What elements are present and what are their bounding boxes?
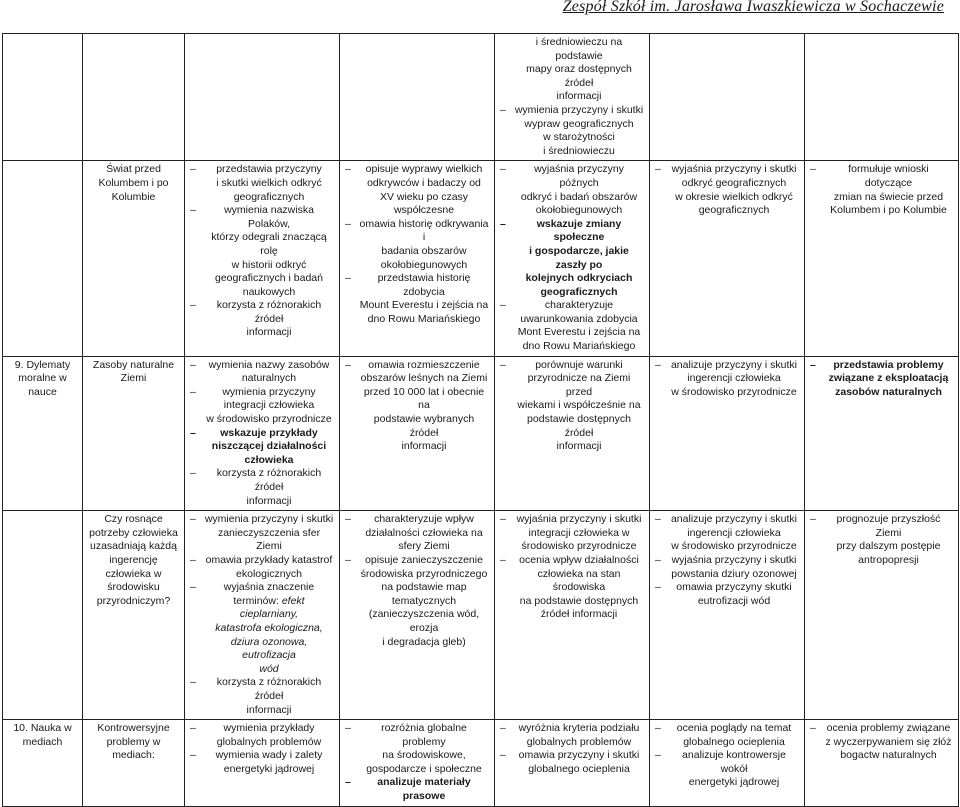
requirement-list — [190, 513, 334, 717]
requirement-line: na środowiskowe, — [382, 749, 466, 762]
requirements-level-5-cell — [650, 34, 805, 161]
requirement-line: którzy odegrali znaczącą rolę — [211, 231, 327, 257]
requirement-line: uwarunkowania zdobycia — [520, 312, 638, 325]
requirement-line: – wskazuje przykłady — [190, 427, 334, 441]
requirement-line: terminów: efekt cieplarniany, — [233, 594, 305, 621]
requirement-line: wiekami i współcześnie na — [517, 399, 641, 412]
requirement-line: – formułuje wnioski dotyczące — [810, 163, 953, 190]
requirements-level-6-cell — [805, 511, 959, 720]
requirements-level-3-cell — [340, 161, 495, 356]
requirement-line: – przedstawia problemy — [810, 359, 953, 373]
requirement-line: kolejnych odkryciach — [525, 272, 633, 285]
requirement-line: ingerencji człowieka — [687, 526, 781, 539]
requirements-level-3-cell — [340, 356, 495, 511]
table-row — [3, 720, 959, 807]
table-row — [3, 356, 959, 511]
requirement-line: – omawia przyczyny skutki — [655, 581, 799, 595]
requirement-line: zanieczyszczenia sfer Ziemi — [217, 526, 321, 553]
requirement-line: – wymienia przyczyny i skutki — [500, 104, 644, 118]
requirement-line: – ocenia wpływ działalności — [500, 554, 644, 568]
requirements-level-4-cell — [495, 720, 650, 807]
topic-cell — [83, 161, 185, 356]
lesson-number-cell — [3, 161, 83, 356]
requirement-line: – omawia historię odkrywania i — [345, 218, 489, 245]
requirement-line: mapy oraz dostępnych źródeł — [526, 63, 632, 89]
requirement-line: i średniowieczu na podstawie — [535, 36, 623, 62]
requirement-list — [345, 722, 489, 804]
requirement-list — [500, 163, 644, 353]
requirement-line: z wyczerpywaniem się złóż — [825, 735, 952, 748]
requirement-line: badania obszarów — [381, 244, 467, 257]
requirements-level-5-cell — [650, 161, 805, 356]
requirement-line: wód — [259, 662, 279, 675]
requirement-line: zasobów naturalnych — [835, 385, 942, 398]
requirement-line: w starożytności — [543, 131, 615, 144]
requirement-list — [500, 36, 644, 158]
requirement-line: – charakteryzuje wpływ — [345, 513, 489, 527]
requirement-list — [500, 513, 644, 622]
requirement-line: ekologicznych — [236, 567, 302, 580]
requirement-line: – przedstawia przyczyny — [190, 163, 334, 177]
requirement-line: dno Rowu Mariańskiego — [522, 340, 636, 353]
table-row — [3, 34, 959, 161]
requirement-line: – opisuje wyprawy wielkich — [345, 163, 489, 177]
requirement-line: przed 10 000 lat i obecnie na — [363, 385, 485, 412]
requirement-line: globalnego ocieplenia — [528, 762, 630, 775]
requirement-line: w środowisko przyrodnicze — [206, 413, 332, 426]
requirement-line: globalnych problemów — [526, 735, 632, 748]
requirement-line: związane z eksploatacją — [828, 372, 949, 385]
requirement-line: energetyki jądrowej — [223, 762, 315, 775]
requirement-line: – wyjaśnia przyczyny późnych — [500, 163, 644, 190]
requirement-line: – przedstawia historię zdobycia — [345, 272, 489, 299]
requirement-line: energetyki jądrowej — [688, 776, 780, 789]
requirement-line: przy dalszym postępie — [836, 540, 941, 553]
requirement-line: informacji — [556, 90, 602, 103]
requirement-line: i średniowieczu — [543, 144, 615, 157]
requirement-line: okołobiegunowych — [535, 204, 623, 217]
requirement-line: – charakteryzuje — [500, 299, 644, 313]
requirement-line: – wymienia przyczyny i skutki — [190, 513, 334, 527]
requirement-list — [655, 722, 799, 790]
requirement-line: naukowych — [242, 285, 296, 298]
requirements-level-4-cell — [495, 356, 650, 511]
requirement-line: Kolumbem i po Kolumbie — [830, 204, 947, 217]
requirements-level-4-cell — [495, 34, 650, 161]
topic-cell — [83, 356, 185, 511]
requirement-line: – analizuje przyczyny i skutki — [655, 359, 799, 373]
requirement-line: sfery Ziemi — [398, 540, 450, 553]
requirements-level-2-cell — [185, 511, 340, 720]
lesson-number-cell — [3, 356, 83, 511]
requirement-line: – wymienia przyczyny — [190, 386, 334, 400]
requirement-line: – wyjaśnia przyczyny i skutki — [655, 163, 799, 177]
requirement-line: ingerencji człowieka — [687, 372, 781, 385]
requirement-line: – analizuje przyczyny i skutki — [655, 513, 799, 527]
topic-cell — [83, 511, 185, 720]
requirement-line: katastrofa ekologiczna, — [215, 621, 323, 634]
requirements-level-5-cell — [650, 511, 805, 720]
requirement-line: – wyróżnia kryteria podziału — [500, 722, 644, 736]
requirement-line: XV wieku po czasy — [379, 190, 469, 203]
requirement-line: obszarów leśnych na Ziemi — [360, 372, 488, 385]
requirement-list — [655, 513, 799, 608]
requirement-line: na podstawie dostępnych — [519, 594, 639, 607]
lesson-number-cell — [3, 34, 83, 161]
requirement-list — [345, 359, 489, 454]
requirement-line: – ocenia problemy związane — [810, 722, 953, 736]
requirements-level-4-cell — [495, 511, 650, 720]
requirement-line: w okresie wielkich odkryć — [675, 190, 793, 203]
requirements-level-2-cell — [185, 720, 340, 807]
requirement-list — [810, 163, 953, 217]
requirements-level-6-cell — [805, 34, 959, 161]
requirement-line: (zanieczyszczenia wód, erozja — [368, 608, 480, 634]
requirement-line: tematycznych — [391, 594, 457, 607]
requirement-line: odkryć geograficznych — [681, 176, 787, 189]
requirement-line: w historii odkryć — [231, 258, 307, 271]
requirement-line: współczesne — [393, 204, 455, 217]
requirement-line: – wymienia nazwy zasobów — [190, 359, 334, 373]
requirement-line: – opisuje zanieczyszczenie — [345, 554, 489, 568]
requirement-line: – omawia rozmieszczenie — [345, 359, 489, 373]
requirement-line: Mount Everestu i zejścia na — [359, 299, 489, 312]
requirement-line: środowiska przyrodniczego — [360, 567, 488, 580]
requirement-line: integracji człowieka — [223, 399, 315, 412]
requirement-line: – wymienia przykłady — [190, 722, 334, 736]
requirement-line: okołobiegunowych — [380, 258, 468, 271]
table-row — [3, 161, 959, 356]
requirement-list — [655, 359, 799, 400]
requirement-line: geograficznych — [540, 285, 618, 298]
requirement-line: wypraw geograficznych — [524, 117, 634, 130]
requirements-level-2-cell — [185, 161, 340, 356]
requirement-list — [810, 722, 953, 763]
requirements-level-4-cell — [495, 161, 650, 356]
requirement-list — [655, 163, 799, 217]
topic-title: Kontrowersyjne problemy w mediach: — [97, 722, 170, 762]
school-name-header: Zespół Szkół im. Jarosława Iwaszkiewicza w Sochaczewie — [562, 0, 944, 15]
requirement-line: i degradacja gleb) — [382, 635, 466, 648]
requirement-line: globalnego ocieplenia — [683, 735, 785, 748]
requirement-line: – omawia przyczyny i skutki — [500, 749, 644, 763]
requirements-level-2-cell — [185, 356, 340, 511]
table-row — [3, 511, 959, 720]
lesson-number-cell — [3, 720, 83, 807]
requirement-list — [500, 722, 644, 776]
requirement-line: gospodarcze i społeczne — [366, 762, 482, 775]
requirement-line: odkrywców i badaczy od — [367, 176, 481, 189]
requirement-line: odkryć i badań obszarów — [520, 190, 638, 203]
requirement-line: – rozróżnia globalne problemy — [345, 722, 489, 749]
requirement-line: – analizuje kontrowersje wokół — [655, 749, 799, 776]
requirement-line: – analizuje materiały prasowe — [345, 776, 489, 803]
requirement-line: – prognozuje przyszłość Ziemi — [810, 513, 953, 540]
requirement-line: – ocenia poglądy na temat — [655, 722, 799, 736]
requirement-line: informacji — [246, 703, 292, 716]
requirement-line: przyrodnicze na Ziemi przed — [527, 372, 631, 398]
requirement-line: bogactw naturalnych — [840, 749, 937, 762]
requirements-level-3-cell — [340, 720, 495, 807]
requirements-level-6-cell — [805, 356, 959, 511]
requirement-list — [810, 513, 953, 567]
requirements-level-6-cell — [805, 720, 959, 807]
requirement-line: powstania dziury ozonowej — [671, 567, 797, 580]
requirement-line: na podstawie map — [381, 581, 467, 594]
requirement-line: dziura ozonowa, eutrofizacja — [230, 635, 308, 662]
requirement-line: geograficznych i badań — [215, 272, 323, 285]
requirements-level-3-cell — [340, 34, 495, 161]
requirement-line: integracji człowieka w — [528, 526, 630, 539]
requirement-line: – korzysta z różnorakich źródeł — [190, 467, 334, 494]
lesson-number-cell — [3, 511, 83, 720]
requirement-line: – wymienia nazwiska Polaków, — [190, 204, 334, 231]
requirement-list — [190, 359, 334, 509]
requirements-level-5-cell — [650, 720, 805, 807]
requirement-line: informacji — [401, 440, 447, 453]
requirement-line: zmian na świecie przed — [833, 190, 944, 203]
topic-cell — [83, 720, 185, 807]
requirement-line: – porównuje warunki — [500, 359, 644, 373]
curriculum-table-wrap — [2, 33, 958, 803]
requirement-line: globalnych problemów — [216, 735, 322, 748]
lesson-number: 10. Nauka w mediach — [13, 722, 72, 748]
requirement-line: podstawie wybranych źródeł — [373, 413, 475, 439]
requirement-line: człowieka na stan środowiska — [537, 567, 621, 594]
requirement-line: dno Rowu Mariańskiego — [367, 312, 481, 325]
requirement-list — [500, 359, 644, 454]
requirement-list — [190, 722, 334, 776]
requirement-line: – wyjaśnia przyczyny i skutki — [655, 554, 799, 568]
requirement-list — [810, 359, 953, 400]
requirement-line: eutrofizacji wód — [697, 594, 771, 607]
requirement-list — [345, 163, 489, 326]
requirement-line: – wskazuje zmiany społeczne — [500, 218, 644, 245]
requirement-line: Mont Everestu i zejścia na — [517, 326, 641, 339]
requirement-line: – wyjaśnia przyczyny i skutki — [500, 513, 644, 527]
topic-title: Czy rosnące potrzeby człowieka uzasadniają każdą ingerencję człowieka w środowisku przyrodniczym? — [89, 513, 178, 607]
requirements-level-2-cell — [185, 34, 340, 161]
requirement-line: antropopresji — [858, 553, 919, 566]
lesson-number: 9. Dylematy moralne w nauce — [14, 358, 71, 398]
requirement-line: geograficznych — [233, 190, 305, 203]
requirements-level-5-cell — [650, 356, 805, 511]
requirement-line: informacji — [246, 326, 292, 339]
requirements-level-6-cell — [805, 161, 959, 356]
requirement-line: – omawia przykłady katastrof — [190, 554, 334, 568]
requirement-line: i skutki wielkich odkryć — [216, 176, 322, 189]
requirement-line: w środowisko przyrodnicze — [671, 385, 797, 398]
topic-title: Świat przed Kolumbem i po Kolumbie — [98, 163, 169, 203]
requirement-line: geograficznych — [698, 204, 770, 217]
topic-cell — [83, 34, 185, 161]
requirements-level-3-cell — [340, 511, 495, 720]
requirement-list — [190, 163, 334, 340]
requirement-list — [345, 513, 489, 649]
requirement-line: – wyjaśnia znaczenie — [190, 581, 334, 595]
requirement-line: – wymienia wady i zalety — [190, 749, 334, 763]
requirement-line: w środowisko przyrodnicze — [671, 540, 797, 553]
requirement-line: człowieka — [244, 453, 294, 466]
requirement-line: informacji — [556, 440, 602, 453]
requirement-line: działalności człowieka na — [365, 526, 483, 539]
topic-title: Zasoby naturalne Ziemi — [92, 358, 175, 385]
requirement-line: środowisko przyrodnicze — [521, 540, 637, 553]
requirement-line: niszczącej działalności — [211, 440, 327, 453]
requirement-line: źródeł informacji — [540, 608, 618, 621]
requirement-line: – korzysta z różnorakich źródeł — [190, 676, 334, 703]
curriculum-table — [2, 33, 959, 807]
requirement-line: i gospodarcze, jakie zaszły po — [529, 244, 629, 271]
requirement-line: – korzysta z różnorakich źródeł — [190, 299, 334, 326]
requirement-line: naturalnych — [241, 372, 297, 385]
requirement-line: informacji — [246, 494, 292, 507]
requirement-line: podstawie dostępnych źródeł — [527, 413, 631, 439]
